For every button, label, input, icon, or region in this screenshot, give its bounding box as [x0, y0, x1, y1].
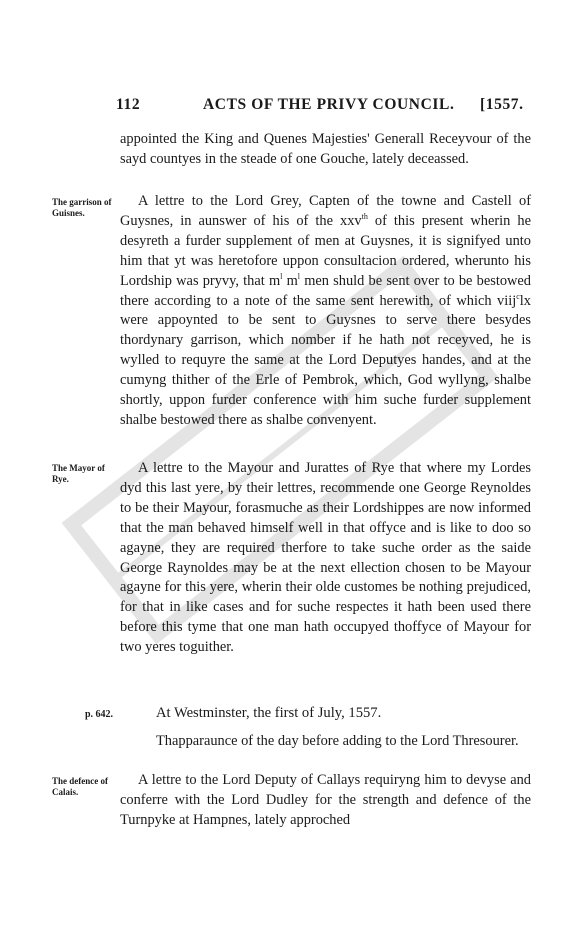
page-number: 112: [116, 96, 141, 113]
paragraph-continuation: appointed the King and Quenes Majesties' Generall Receyvour of the sayd countyes in the steade of one Gouche, lately deceassed.: [120, 131, 531, 167]
margin-note-guisnes: The garrison of Guisnes.: [52, 197, 112, 218]
running-header: [0, 96, 567, 116]
page-title: ACTS OF THE PRIVY COUNCIL.: [203, 96, 455, 113]
paragraph-rye: A lettre to the Mayour and Jurattes of Rye that where my Lordes dyd this last yere, by their lettres, recommende one George Reynoldes to be their Mayour, forasmuche as their Lordshippes are now informed that the man behaved himself well in that offyce and is like to doo so agayne, they are required therfore to take suche order as the saide George Raynoldes may be at the next ellection chosen to be Mayour agayne for this yere, wherin their olde customes be nothing prejudiced, for that in like cases and for suche respectes it hath been used there before this tyme that one man hath occupyed thoffyce of Mayour for two yeres toguither.: [120, 460, 531, 656]
page-reference: p. 642.: [85, 709, 114, 720]
paragraph-calais: A lettre to the Lord Deputy of Callays requiryng him to devyse and conferre with the Lord Dudley for the strength and defence of the Turnpyke at Hampnes, lately approched: [120, 772, 531, 828]
session-heading: At Westminster, the first of July, 1557.: [156, 705, 382, 721]
year-marker: [1557.: [480, 96, 524, 113]
margin-note-rye: The Mayor of Rye.: [52, 463, 105, 484]
paragraph-guisnes: A lettre to the Lord Grey, Capten of the towne and Castell of Guysnes, in aunswer of his of the xxv$^{th}$ of this present wherin he desyreth a furder supplement of men at Guysnes, it is signifyed unto him that yt was heretofore uppon consultacion ordered, wherunto his Lordship was pryvy, that $m^l$ $m^l$ men shuld be sent over to be bestowed there according to a note of the same sent herewith, of which viij$^c$lx were appoynted to be sent to Guysnes to serve there besydes thordynary garrison, which nomber if he hath not receyved, he is wylled to requyre the same at the Lord Deputyes handes, and at the cumyng thither of the Erle of Pembrok, which, God wyllyng, shalbe shortly, uppon furder conference with him suche furder supplement shalbe bestowed there as shalbe convenyent.: [120, 193, 531, 428]
margin-note-calais: The defence of Calais.: [52, 776, 108, 797]
paragraph-attendance: Thapparaunce of the day before adding to the Lord Thresourer.: [156, 733, 519, 749]
